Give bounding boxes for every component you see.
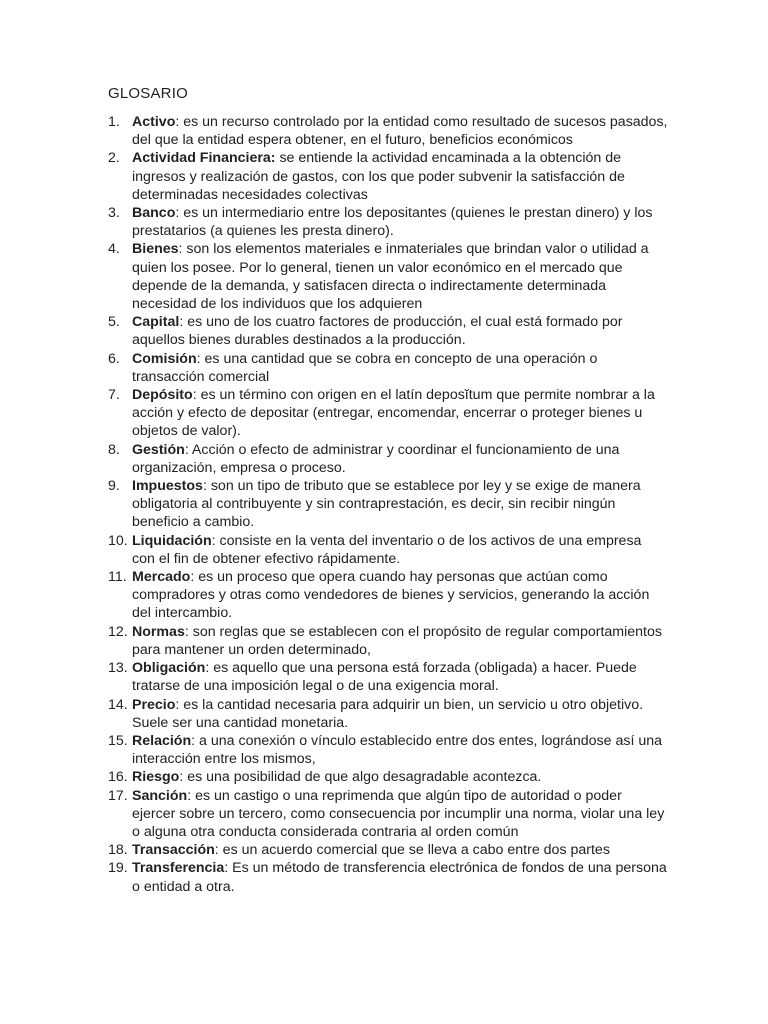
- entry-definition: : Es un método de transferencia electrónica de fondos de una persona o entidad a otra.: [132, 860, 667, 895]
- glossary-entry: [108, 659, 668, 695]
- glossary-entry: [108, 568, 668, 623]
- entry-definition: : son un tipo de tributo que se establece por ley y se exige de manera obligatoria al contribuyente y sin contraprestación, es decir, sin recibir ningún beneficio a cambio.: [132, 478, 641, 531]
- entry-number: 19.: [108, 860, 128, 877]
- entry-definition: : es un acuerdo comercial que se lleva a cabo entre dos partes: [214, 842, 610, 859]
- glossary-entry: [108, 787, 668, 842]
- entry-definition: : es la cantidad necesaria para adquirir un bien, un servicio u otro objetivo. Suele ser una cantidad monetaria.: [132, 696, 644, 731]
- entry-number: 11.: [108, 569, 127, 586]
- glossary-entry: [108, 732, 668, 768]
- entry-number: 14.: [108, 696, 128, 713]
- glossary-entry: [108, 313, 668, 349]
- entry-term: Comisión: [132, 350, 197, 367]
- glossary-entry: [108, 841, 668, 859]
- entry-term: Sanción: [132, 787, 188, 804]
- entry-term: Impuestos: [132, 478, 203, 495]
- glossary-entry: [108, 240, 668, 313]
- glossary-entry: [108, 768, 668, 786]
- entry-number: 2.: [108, 150, 120, 167]
- glossary-entry: [108, 350, 668, 386]
- entry-definition: : a una conexión o vínculo establecido entre dos entes, lográndose así una interacción entre los mismos,: [132, 732, 663, 768]
- entry-term: Liquidación: [132, 532, 212, 549]
- entry-number: 5.: [108, 314, 120, 331]
- entry-number: 7.: [108, 387, 120, 404]
- glossary-entry: [108, 386, 668, 441]
- glossary-entry: [108, 149, 668, 204]
- entry-definition: : es un castigo o una reprimenda que algún tipo de autoridad o poder ejercer sobre un tercero, como consecuencia por incumplir una norma, violar una ley o alguna otra conducta considerada contraria al orden común: [132, 787, 665, 840]
- entry-term: Mercado: [132, 569, 191, 586]
- glossary-entry: [108, 859, 668, 895]
- entry-term: Transacción: [132, 842, 215, 859]
- entry-definition: : es una posibilidad de que algo desagradable acontezca.: [179, 769, 542, 786]
- entry-number: 18.: [108, 842, 128, 859]
- entry-term: Riesgo: [132, 769, 180, 786]
- entry-term: Bienes: [132, 241, 179, 258]
- entry-definition: se entiende la actividad encaminada a la obtención de ingresos y realización de gastos, con los que poder subvenir la satisfacción de determinadas necesidades colectivas: [132, 150, 625, 203]
- glossary-entry: [108, 623, 668, 659]
- entry-number: 16.: [108, 769, 128, 786]
- entry-number: 3.: [108, 205, 120, 222]
- glossary-entry: [108, 532, 668, 568]
- entry-term: Normas: [132, 623, 185, 640]
- entry-number: 6.: [108, 350, 120, 367]
- entry-term: Obligación: [132, 660, 206, 677]
- entry-number: 9.: [108, 478, 120, 495]
- glossary-entry: [108, 441, 668, 477]
- entry-definition: : es un intermediario entre los depositantes (quienes le prestan dinero) y los prestatarios (a quienes les presta dinero).: [132, 205, 653, 240]
- entry-number: 8.: [108, 441, 120, 458]
- entry-definition: : consiste en la venta del inventario o de los activos de una empresa con el fin de obtener efectivo rápidamente.: [132, 532, 642, 567]
- glossary-entry: [108, 204, 668, 240]
- entry-number: 1.: [108, 114, 120, 130]
- page-title: GLOSARIO: [108, 85, 188, 102]
- glossary-list: [108, 113, 668, 896]
- entry-number: 4.: [108, 241, 120, 258]
- entry-number: 13.: [108, 660, 128, 677]
- entry-definition: : es un término con origen en el latín deposĭtum que permite nombrar a la acción y efecto de depositar (entregar, encomendar, encerrar o proteger bienes u objetos de valor).: [132, 387, 655, 440]
- entry-number: 15.: [108, 732, 128, 749]
- entry-definition: : es aquello que una persona está forzada (obligada) a hacer. Puede tratarse de una imposición legal o de una exigencia moral.: [132, 660, 637, 695]
- glossary-entry: [108, 696, 668, 732]
- entry-term: Transferencia: [132, 860, 225, 877]
- entry-term: Gestión: [132, 441, 185, 458]
- entry-number: 10.: [108, 532, 128, 549]
- entry-definition: : es una cantidad que se cobra en concepto de una operación o transacción comercial: [132, 350, 598, 385]
- entry-definition: : es uno de los cuatro factores de producción, el cual está formado por aquellos bienes durables destinados a la producción.: [132, 314, 623, 349]
- entry-term: Actividad Financiera:: [132, 150, 276, 167]
- glossary-entry: [108, 477, 668, 532]
- entry-term: Capital: [132, 314, 180, 331]
- entry-definition: : son reglas que se establecen con el propósito de regular comportamientos para mantener un orden determinado,: [132, 623, 662, 658]
- entry-definition: : es un recurso controlado por la entidad como resultado de sucesos pasados, del que la entidad espera obtener, en el futuro, beneficios económicos: [132, 114, 668, 149]
- entry-number: 12.: [108, 623, 128, 640]
- entry-term: Depósito: [132, 387, 193, 404]
- entry-term: Relación: [132, 732, 192, 749]
- entry-term: Precio: [132, 696, 176, 713]
- entry-definition: : son los elementos materiales e inmateriales que brindan valor o utilidad a quien los posee. Por lo general, tienen un valor económico en el mercado que depende de la demanda, y satisfacen directa o indirectamente determinada necesidad de los individuos que los adquieren: [132, 241, 649, 313]
- entry-definition: : es un proceso que opera cuando hay personas que actúan como compradores y otras como vendedores de bienes y servicios, generando la acción del intercambio.: [132, 569, 650, 622]
- entry-definition: : Acción o efecto de administrar y coordinar el funcionamiento de una organización, empresa o proceso.: [132, 441, 620, 476]
- glossary-entry: [108, 113, 668, 149]
- entry-term: Banco: [132, 205, 176, 222]
- entry-number: 17.: [108, 787, 128, 804]
- entry-term: Activo: [132, 114, 176, 130]
